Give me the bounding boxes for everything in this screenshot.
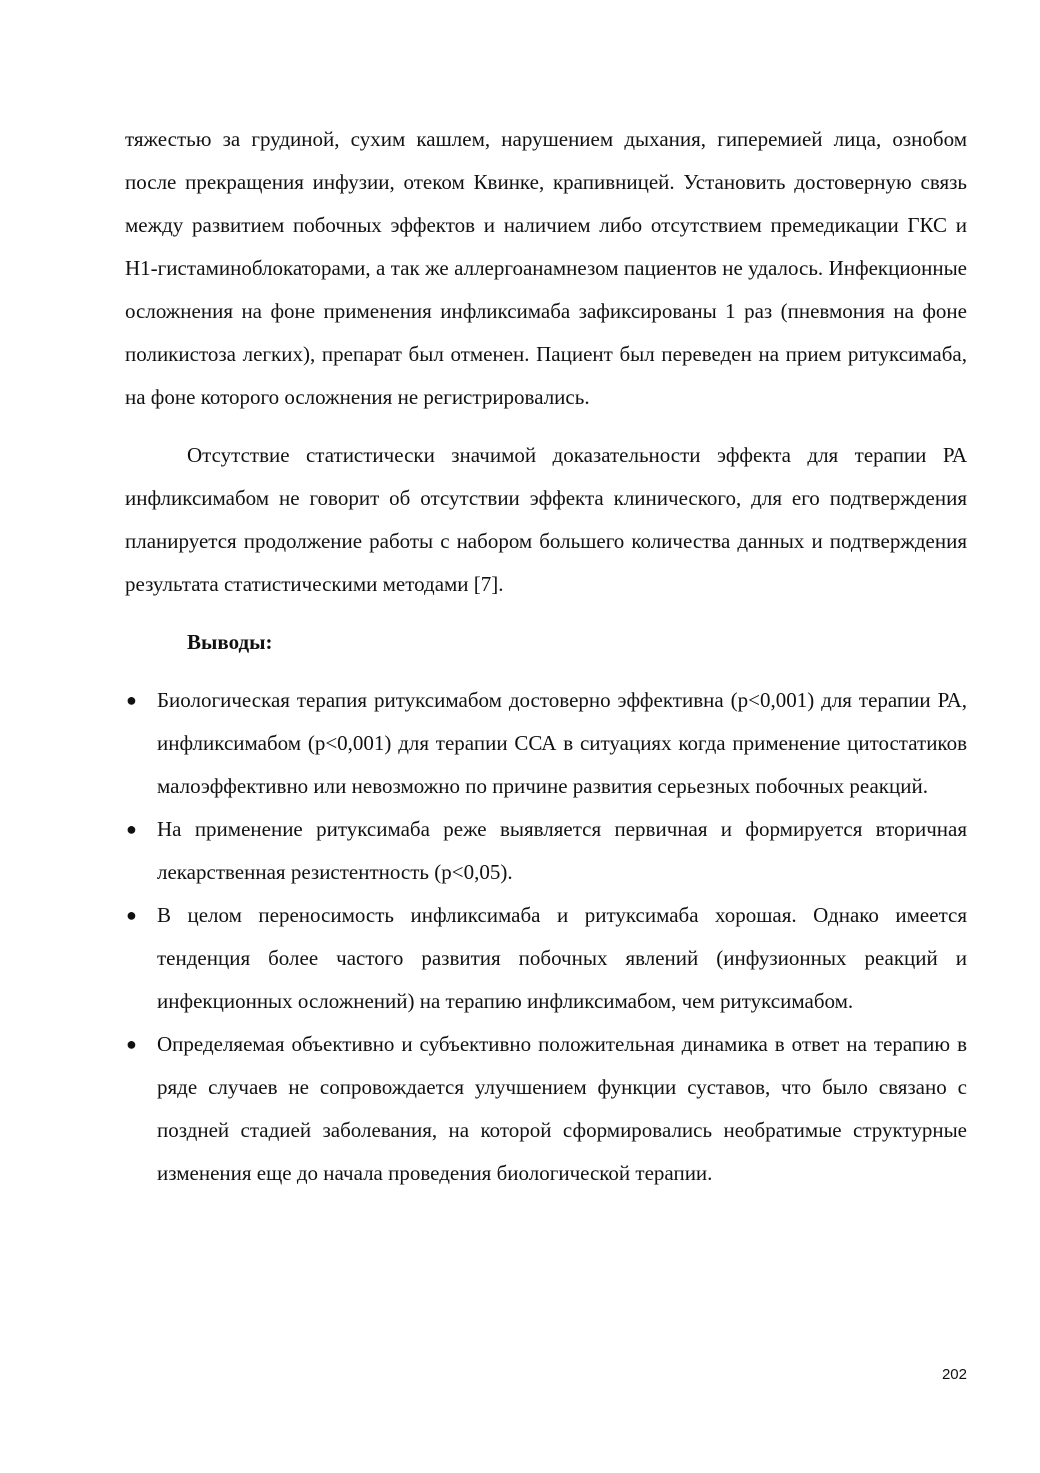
conclusions-list — [125, 679, 967, 1195]
paragraph-statistical-note: Отсутствие статистически значимой доказательности эффекта для терапии РА инфликсимабом не говорит об отсутствии эффекта клинического, для его подтверждения планируется продолжение работы с набором большего количества данных и подтверждения результата статистическими методами [7]. — [125, 443, 967, 596]
page-body — [125, 118, 967, 1195]
conclusion-item — [125, 808, 967, 894]
conclusion-text: Определяемая объективно и субъективно положительная динамика в ответ на терапию в ряде случаев не сопровождается улучшением функции суставов, что было связано с поздней стадией заболевания, на которой сформировались необратимые структурные изменения еще до начала проведения биологической терапии. — [157, 1032, 967, 1185]
conclusion-text: На применение ритуксимаба реже выявляется первичная и формируется вторичная лекарственная резистентность (p<0,05). — [157, 817, 967, 884]
paragraph-adverse-effects: тяжестью за грудиной, сухим кашлем, нарушением дыхания, гиперемией лица, ознобом после прекращения инфузии, отеком Квинке, крапивницей. Установить достоверную связь между развитием побочных эффектов и наличием либо отсутствием премедикации ГКС и Н1-гистаминоблокаторами, а так же аллергоанамнезом пациентов не удалось. Инфекционные осложнения на фоне применения инфликсимаба зафиксированы 1 раз (пневмония на фоне поликистоза легких), препарат был отменен. Пациент был переведен на прием ритуксимаба, на фоне которого осложнения не регистрировались. — [125, 127, 967, 409]
conclusions-heading: Выводы: — [187, 630, 273, 654]
conclusion-text: В целом переносимость инфликсимаба и ритуксимаба хорошая. Однако имеется тенденция более частого развития побочных явлений (инфузионных реакций и инфекционных осложнений) на терапию инфликсимабом, чем ритуксимабом. — [157, 903, 967, 1013]
bullet-icon: ● — [126, 905, 137, 925]
conclusion-item — [125, 1023, 967, 1195]
conclusion-item — [125, 894, 967, 1023]
bullet-icon: ● — [126, 690, 137, 710]
conclusion-item — [125, 679, 967, 808]
bullet-icon: ● — [126, 819, 137, 839]
page-number: 202 — [941, 1366, 967, 1383]
conclusion-text: Биологическая терапия ритуксимабом достоверно эффективна (p<0,001) для терапии РА, инфликсимабом (p<0,001) для терапии ССА в ситуациях когда применение цитостатиков малоэффективно или невозможно по причине развития серьезных побочных реакций. — [157, 688, 967, 798]
bullet-icon: ● — [126, 1034, 137, 1054]
